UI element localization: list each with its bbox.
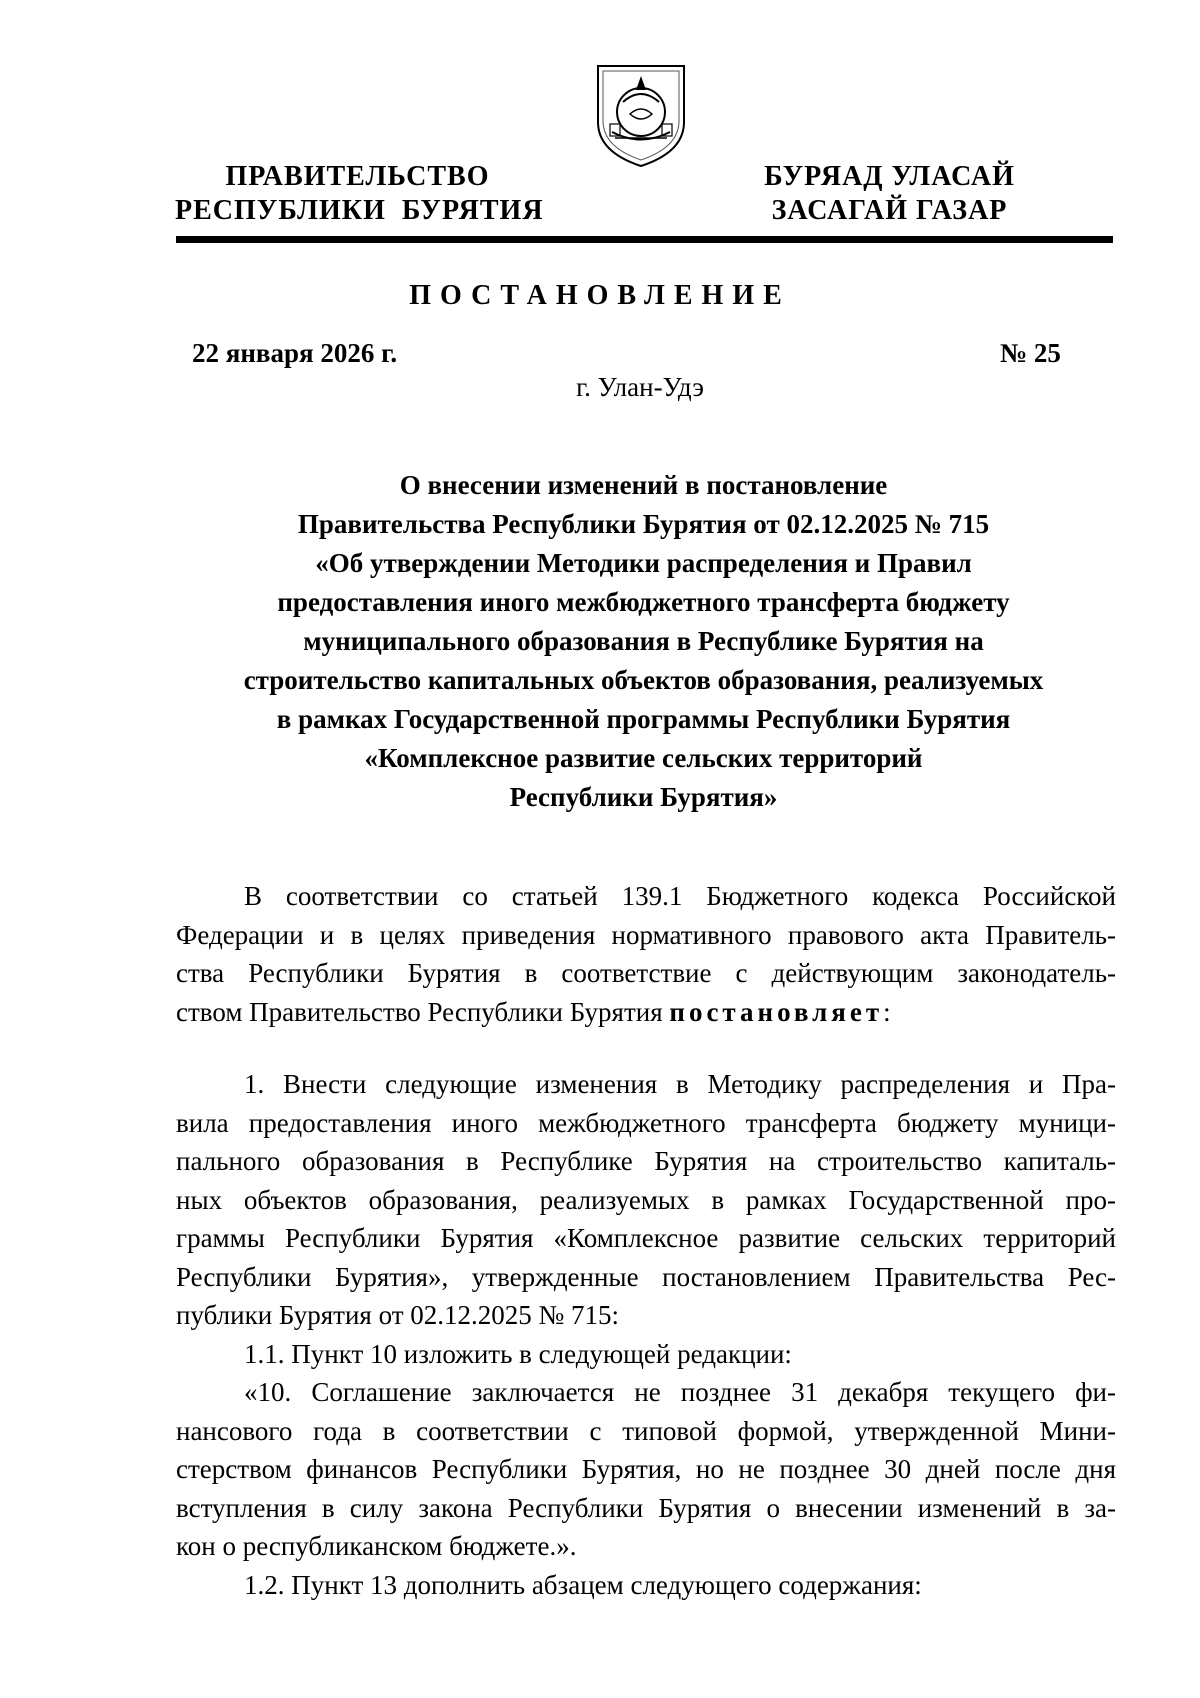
preamble-text: ством Правительство Республики Бурятия bbox=[176, 996, 670, 1027]
paragraph-line: вила предоставления иного межбюджетного трансферта бюджету муници- bbox=[176, 1107, 1116, 1138]
document-city: г. Улан-Удэ bbox=[576, 372, 704, 402]
paragraph-line bbox=[176, 993, 1116, 1032]
title-line: в рамках Государственной программы Республики Бурятия bbox=[276, 704, 1011, 734]
paragraph-line: пального образования в Республике Бурятия на строительство капиталь- bbox=[176, 1146, 1116, 1176]
issuer-name-russian bbox=[175, 160, 544, 228]
section-1 bbox=[176, 1065, 1116, 1604]
preamble-paragraph bbox=[176, 877, 1116, 1031]
document-date: 22 января 2026 г. bbox=[192, 338, 398, 368]
paragraph-line: Республики Бурятия», утвержденные постановлением Правительства Рес- bbox=[176, 1261, 1116, 1292]
title-line: «Комплексное развитие сельских территорий bbox=[364, 743, 923, 773]
resolution-keyword: постановляет bbox=[669, 996, 884, 1027]
paragraph-line: В соответствии со статьей 139.1 Бюджетного кодекса Российской bbox=[244, 881, 1116, 911]
paragraph-line: «10. Соглашение заключается не позднее 31 декабря текущего фи- bbox=[244, 1377, 1116, 1407]
paragraph-line: нансового года в соответствии с типовой формой, утвержденной Мини- bbox=[176, 1415, 1116, 1446]
paragraph-line: стерством финансов Республики Бурятия, но не позднее 30 дней после дня bbox=[176, 1454, 1116, 1484]
document-number: № 25 bbox=[1000, 338, 1061, 368]
paragraph-line: граммы Республики Бурятия «Комплексное развитие сельских территорий bbox=[176, 1223, 1116, 1253]
issuer-name-buryat bbox=[752, 160, 1027, 228]
paragraph-line: 1.2. Пункт 13 дополнить абзацем следующего содержания: bbox=[244, 1569, 922, 1600]
paragraph-line: ства Республики Бурятия в соответствие с действующим законодатель- bbox=[176, 958, 1116, 988]
issuer-line-2: РЕСПУБЛИКИ БУРЯТИЯ bbox=[175, 195, 544, 226]
title-line: Республики Бурятия» bbox=[509, 782, 778, 812]
paragraph-line: Федерации и в целях приведения нормативного правового акта Правитель- bbox=[176, 919, 1116, 950]
issuer-buryat-line-2: ЗАСАГАЙ ГАЗАР bbox=[771, 195, 1008, 226]
header-divider bbox=[176, 236, 1113, 243]
title-line: О внесении изменений в постановление bbox=[399, 470, 888, 500]
preamble-colon: : bbox=[883, 996, 891, 1027]
title-line: Правительства Республики Бурятия от 02.12.2025 № 715 bbox=[297, 509, 990, 539]
issuer-buryat-line-1: БУРЯАД УЛАСАЙ bbox=[764, 161, 1015, 192]
document-type: ПОСТАНОВЛЕНИЕ bbox=[409, 280, 791, 311]
title-line: муниципального образования в Республике Бурятия на bbox=[303, 626, 984, 656]
paragraph-line: 1. Внести следующие изменения в Методику распределения и Пра- bbox=[244, 1069, 1116, 1099]
paragraph-line: публики Бурятия от 02.12.2025 № 715: bbox=[176, 1300, 620, 1330]
paragraph-line: кон о республиканском бюджете.». bbox=[176, 1531, 577, 1561]
title-line: строительство капитальных объектов образования, реализуемых bbox=[243, 665, 1044, 695]
paragraph-line: ных объектов образования, реализуемых в рамках Государственной про- bbox=[176, 1184, 1116, 1215]
coat-of-arms-icon bbox=[590, 52, 692, 170]
title-line: «Об утверждении Методики распределения и Правил bbox=[315, 548, 972, 578]
issuer-line-1: ПРАВИТЕЛЬСТВО bbox=[225, 161, 490, 192]
title-line: предоставления иного межбюджетного трансферта бюджету bbox=[277, 587, 1010, 617]
document-title bbox=[175, 466, 1112, 817]
paragraph-line: 1.1. Пункт 10 изложить в следующей редакции: bbox=[244, 1338, 792, 1369]
paragraph-line: вступления в силу закона Республики Бурятия о внесении изменений в за- bbox=[176, 1492, 1116, 1523]
